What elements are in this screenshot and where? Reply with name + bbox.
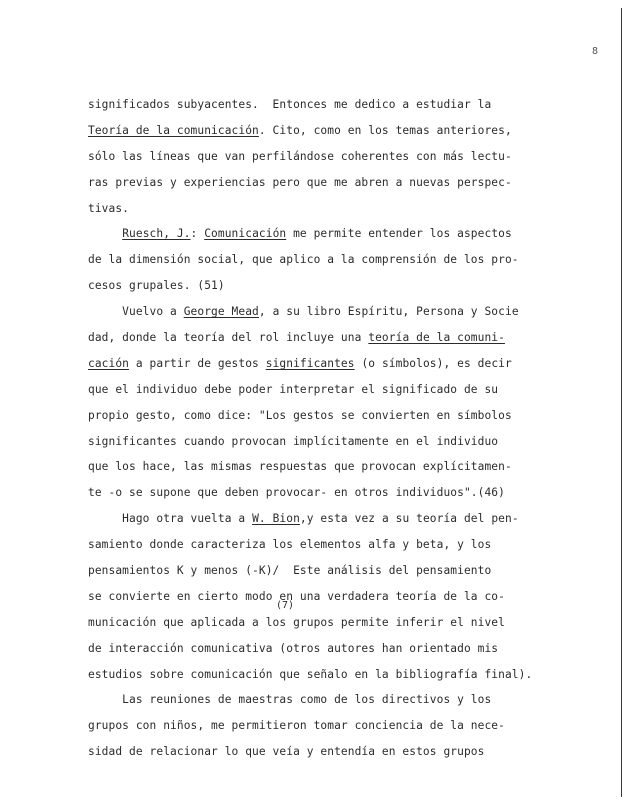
text-line <box>88 144 588 170</box>
underlined-text: teoría de la comuni- <box>368 331 505 345</box>
underlined-text: cación <box>88 356 130 370</box>
document-body <box>88 92 588 765</box>
text-segment: , a su libro Espíritu, Persona y Socie <box>258 305 519 319</box>
text-segment: propio gesto, como dice: "Los gestos se convierten en símbolos <box>88 408 512 422</box>
underlined-text: W. Bion <box>252 512 300 526</box>
text-line <box>88 221 588 247</box>
text-segment: te -o se supone que deben provocar- en otros individuos".(46) <box>88 486 505 500</box>
text-segment: sidad de relacionar lo que veía y entendía en estos grupos <box>88 745 485 759</box>
text-line <box>88 454 588 480</box>
underlined-text: significantes <box>265 356 355 370</box>
text-segment: pensamientos K y menos (-K)/ Este análisis del pensamiento <box>88 564 492 578</box>
text-line <box>88 196 588 222</box>
text-line <box>88 403 588 429</box>
text-segment: municación que aplicada a los grupos permite inferir el nivel <box>88 615 505 629</box>
text-segment: significados subyacentes. Entonces me dedico a estudiar la <box>88 98 492 111</box>
text-segment: Las reuniones de maestras como de los directivos y los <box>88 693 492 707</box>
text-segment: samiento donde caracteriza los elementos alfa y beta, y los <box>88 538 492 552</box>
underlined-text: Ruesch, J. <box>122 227 191 241</box>
text-segment: me permite entender los aspectos <box>286 227 512 241</box>
text-segment: tivas. <box>88 201 130 215</box>
text-line <box>88 713 588 739</box>
underlined-text: Teoría de la comunicación <box>88 123 259 137</box>
text-line <box>88 273 588 299</box>
underlined-text: Comunicación <box>204 227 287 241</box>
text-segment: a partir de gestos <box>129 356 266 370</box>
text-line <box>88 325 588 351</box>
text-line <box>88 610 588 636</box>
footnote-marker: (7) <box>276 600 295 611</box>
text-line <box>88 687 588 713</box>
text-line <box>88 739 588 765</box>
text-segment: . Cito, como en los temas anteriores, <box>258 123 512 137</box>
text-line <box>88 429 588 455</box>
paragraph <box>88 687 588 765</box>
underlined-text: George Mead <box>183 305 259 319</box>
text-line <box>88 299 588 325</box>
text-segment: (o símbolos), es decir <box>354 356 512 370</box>
text-line <box>88 92 588 118</box>
text-line <box>88 636 588 662</box>
paragraph <box>88 221 588 299</box>
text-line <box>88 377 588 403</box>
text-line <box>88 506 588 532</box>
text-line <box>88 584 588 610</box>
paragraph <box>88 506 588 687</box>
text-line <box>88 558 588 584</box>
text-segment: Vuelvo a <box>88 305 184 319</box>
text-line <box>88 480 588 506</box>
text-segment: grupos con niños, me permitieron tomar conciencia de la nece- <box>88 719 505 733</box>
text-segment: sólo las líneas que van perfilándose coherentes con más lectu- <box>88 149 512 163</box>
text-segment: Hago otra vuelta a <box>88 512 253 526</box>
text-line <box>88 170 588 196</box>
text-segment <box>88 227 122 240</box>
page-number: 8 <box>591 46 598 57</box>
page-edge-line <box>621 8 622 797</box>
text-line <box>88 662 588 688</box>
text-segment: dad, donde la teoría del rol incluye una <box>88 331 369 345</box>
text-line <box>88 247 588 273</box>
text-segment: : <box>190 227 205 241</box>
text-line <box>88 351 588 377</box>
text-line <box>88 118 588 144</box>
text-segment: que los hace, las mismas respuestas que provocan explícitamen- <box>88 460 512 474</box>
text-segment: ras previas y experiencias pero que me abren a nuevas perspec- <box>88 175 512 189</box>
text-segment: estudios sobre comunicación que señalo en la bibliografía final). <box>88 667 533 681</box>
text-segment: significantes cuando provocan implícitamente en el individuo <box>88 434 499 448</box>
text-line <box>88 532 588 558</box>
text-segment: que el individuo debe poder interpretar el significado de su <box>88 382 499 396</box>
text-segment: cesos grupales. (51) <box>88 279 225 293</box>
text-segment: de interacción comunicativa (otros autores han orientado mis <box>88 641 499 655</box>
paragraph <box>88 299 588 506</box>
text-segment: ,y esta vez a su teoría del pen- <box>299 512 519 526</box>
paragraph <box>88 92 588 221</box>
text-segment: se convierte en cierto modo en una verdadera teoría de la co- <box>88 589 505 603</box>
text-segment: de la dimensión social, que aplico a la comprensión de los pro- <box>88 253 519 267</box>
